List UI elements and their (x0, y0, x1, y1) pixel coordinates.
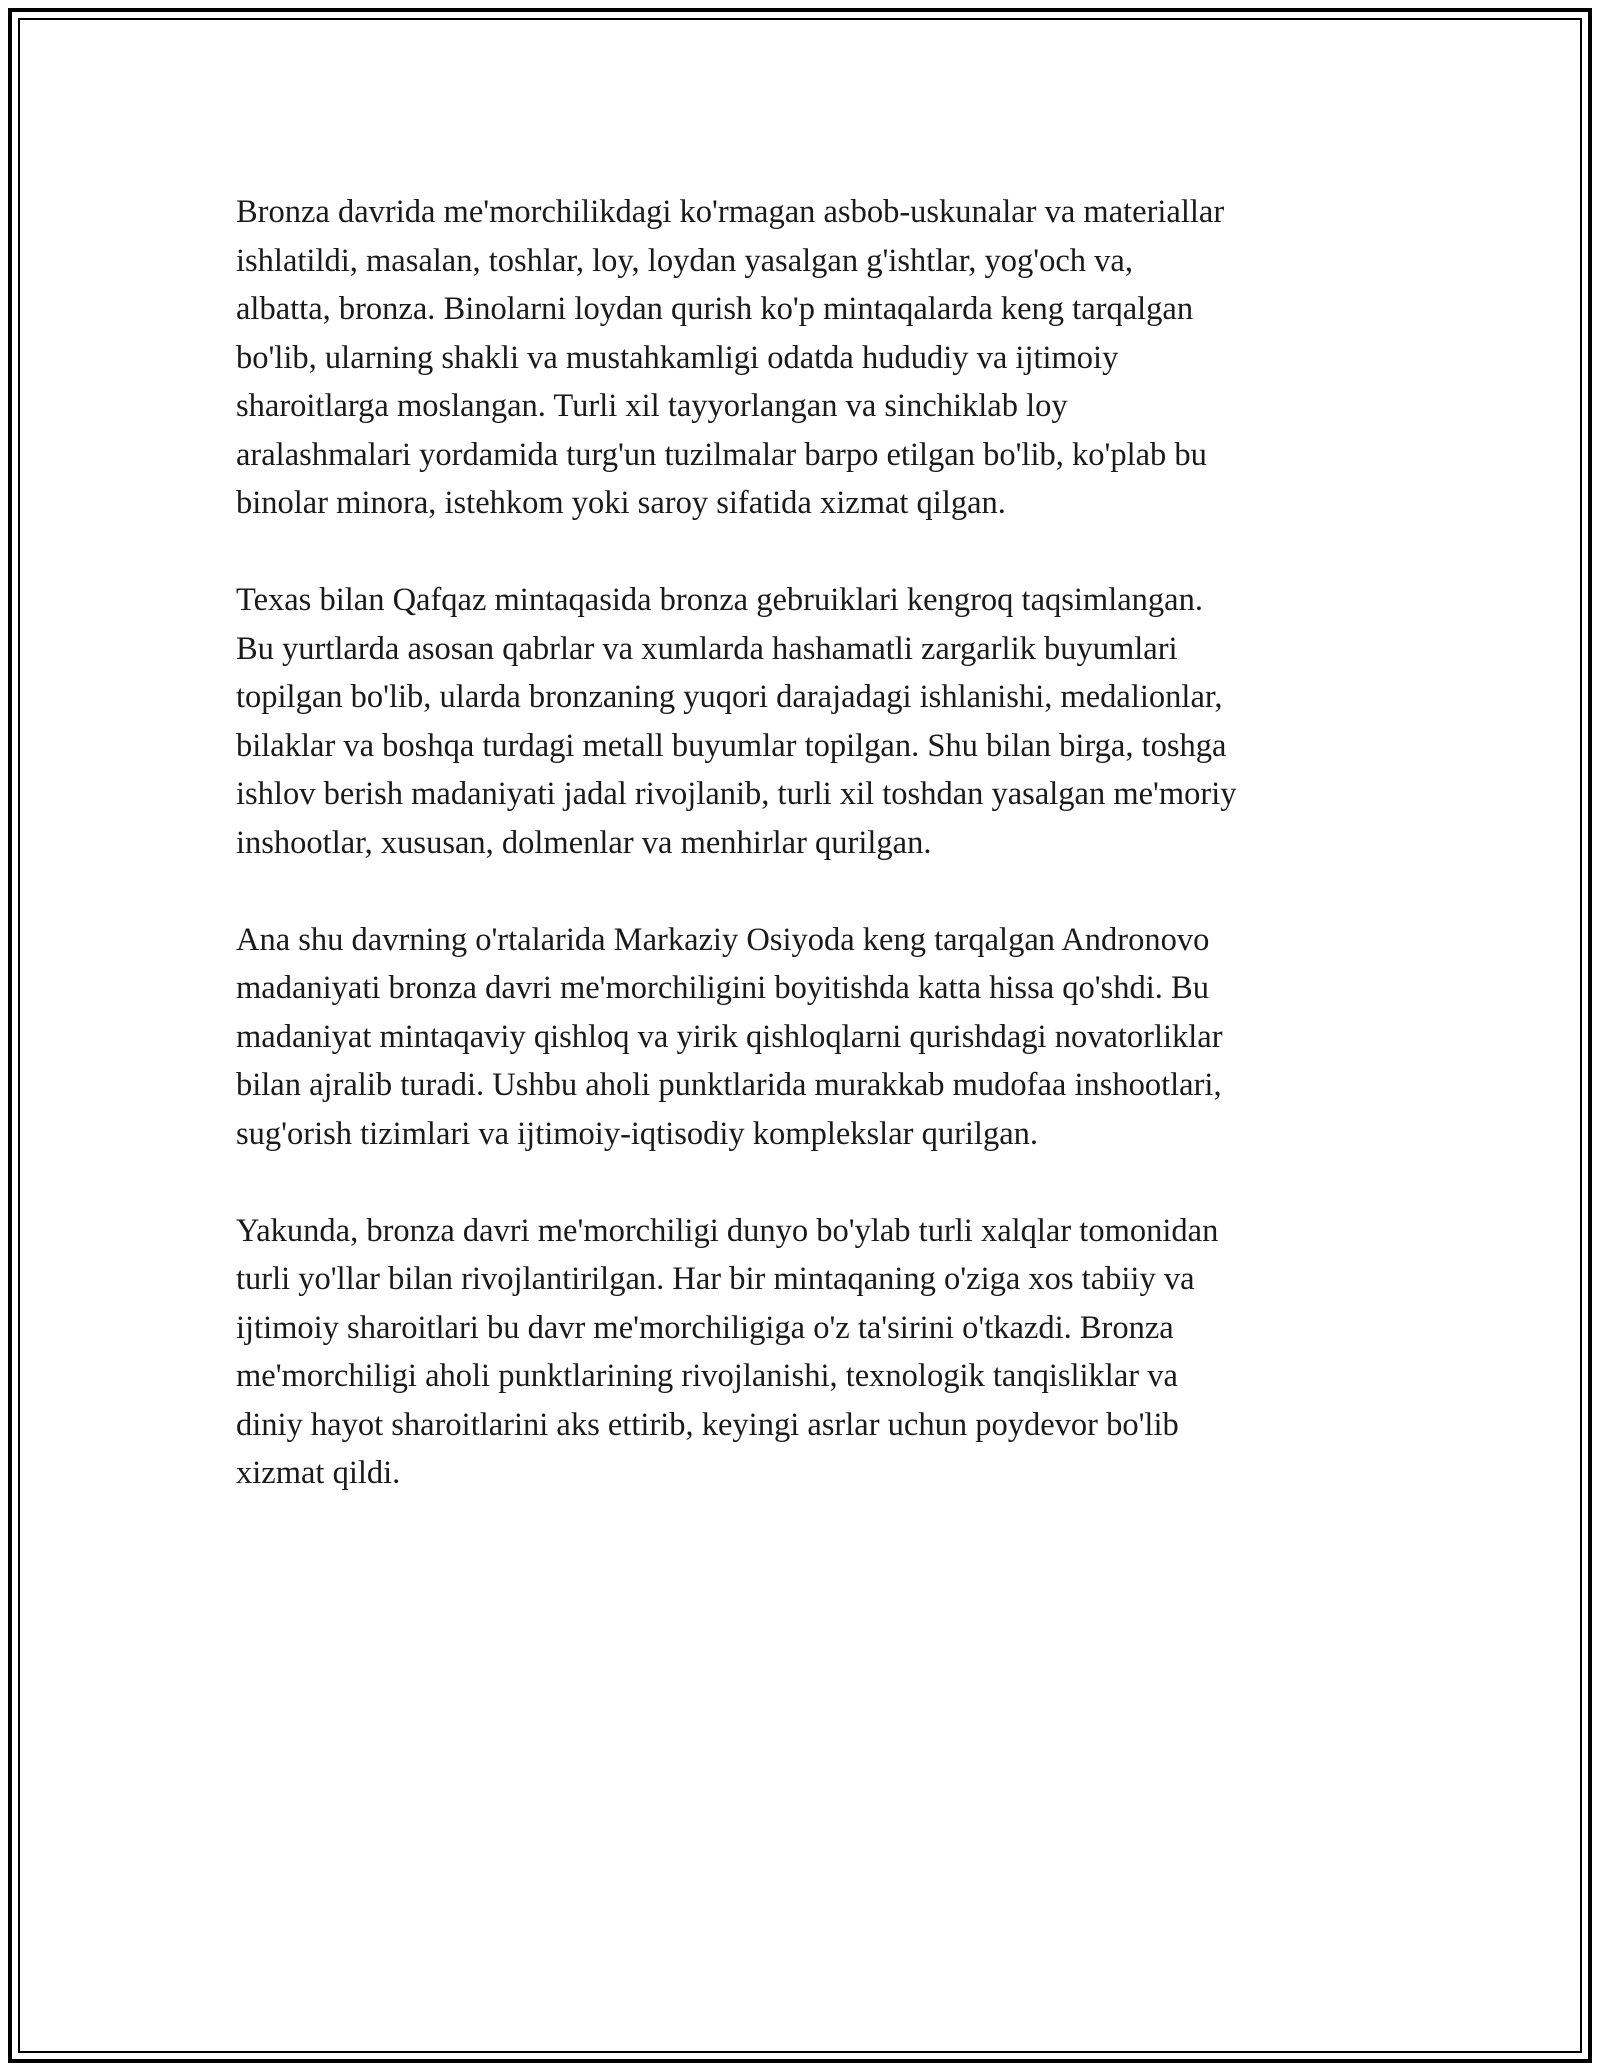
text-line: Texas bilan Qafqaz mintaqasida bronza gebruiklari kengroq taqsimlangan. (236, 582, 1203, 618)
text-line: bilaklar va boshqa turdagi metall buyumlar topilgan. Shu bilan birga, toshga (236, 727, 1227, 764)
text-line: turli yo'llar bilan rivojlantirilgan. Har bir mintaqaning o'ziga xos tabiiy va (236, 1261, 1195, 1297)
text-line: xizmat qildi. (236, 1455, 401, 1491)
document-body (236, 188, 1386, 1546)
text-line: binolar minora, istehkom yoki saroy sifatida xizmat qilgan. (236, 485, 1006, 521)
text-line: sug'orish tizimlari va ijtimoiy-iqtisodiy komplekslar qurilgan. (236, 1115, 1039, 1152)
text-line: diniy hayot sharoitlarini aks ettirib, keyingi asrlar uchun poydevor bo'lib (236, 1406, 1179, 1443)
text-line: ishlatildi, masalan, toshlar, loy, loydan yasalgan g'ishtlar, yog'och va, (236, 242, 1133, 279)
text-line: bilan ajralib turadi. Ushbu aholi punktlarida murakkab mudofaa inshootlari, (236, 1067, 1222, 1103)
paragraph-1 (236, 188, 1386, 528)
text-line: me'morchiligi aholi punktlarining rivojlanishi, texnologik tanqisliklar va (236, 1358, 1178, 1394)
text-line: topilgan bo'lib, ularda bronzaning yuqori darajadagi ishlanishi, medalionlar, (236, 679, 1223, 715)
text-line: bo'lib, ularning shakli va mustahkamligi odatda hududiy va ijtimoiy (236, 339, 1119, 376)
text-line: ishlov berish madaniyati jadal rivojlanib, turli xil toshdan yasalgan me'moriy (236, 776, 1237, 812)
paragraph-3 (236, 916, 1386, 1159)
text-line: ijtimoiy sharoitlari bu davr me'morchiligiga o'z ta'sirini o'tkazdi. Bronza (236, 1309, 1174, 1346)
text-line: madaniyat mintaqaviy qishloq va yirik qishloqlarni qurishdagi novatorliklar (236, 1018, 1223, 1055)
text-line: Bu yurtlarda asosan qabrlar va xumlarda hashamatli zargarlik buyumlari (236, 630, 1178, 667)
text-line: Bronza davrida me'morchilikdagi ko'rmagan asbob-uskunalar va materiallar (236, 194, 1225, 230)
paragraph-4 (236, 1207, 1386, 1498)
text-line: Yakunda, bronza davri me'morchiligi dunyo bo'ylab turli xalqlar tomonidan (236, 1212, 1219, 1249)
text-line: aralashmalari yordamida turg'un tuzilmalar barpo etilgan bo'lib, ko'plab bu (236, 436, 1207, 473)
text-line: Ana shu davrning o'rtalarida Markaziy Osiyoda keng tarqalgan Andronovo (236, 921, 1210, 958)
text-line: madaniyati bronza davri me'morchiligini boyitishda katta hissa qo'shdi. Bu (236, 970, 1209, 1006)
text-line: inshootlar, xususan, dolmenlar va menhirlar qurilgan. (236, 824, 932, 861)
text-line: sharoitlarga moslangan. Turli xil tayyorlangan va sinchiklab loy (236, 388, 1068, 424)
text-line: albatta, bronza. Binolarni loydan qurish ko'p mintaqalarda keng tarqalgan (236, 291, 1194, 327)
paragraph-2 (236, 576, 1386, 867)
